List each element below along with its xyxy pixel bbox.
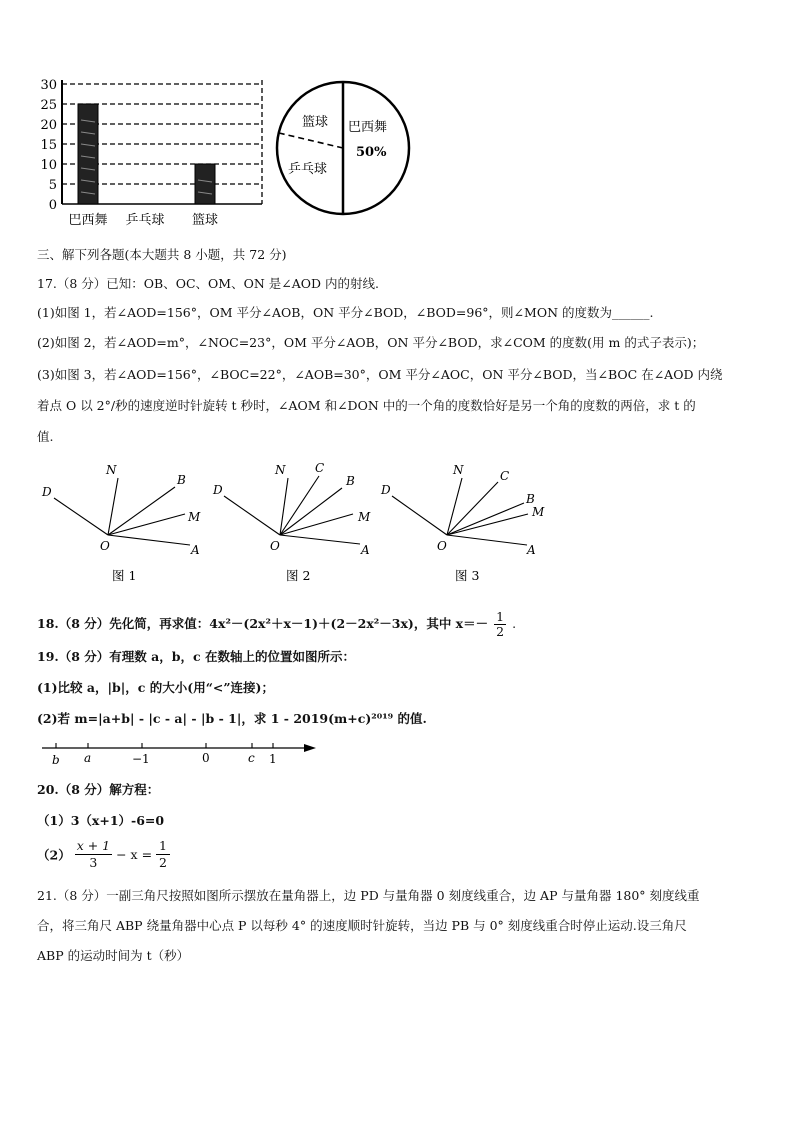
- fig2-label-M: M: [358, 510, 371, 524]
- q18-fraction: [494, 610, 506, 639]
- fig2-label-D: D: [213, 483, 223, 497]
- pie-label-percent: 50%: [356, 145, 387, 160]
- angle-figures: [30, 458, 560, 588]
- ray-ON: [280, 478, 288, 535]
- fig3-label-M: M: [532, 505, 545, 519]
- q17-part3-line3: 值.: [37, 429, 54, 444]
- ray-OA: [280, 535, 360, 544]
- ray-OD: [224, 496, 280, 535]
- fig3-label-C: C: [500, 469, 510, 483]
- y-tick-label-15: 15: [40, 138, 57, 153]
- ray-OB: [447, 503, 524, 535]
- q20-stem: 20.（8 分）解方程：: [37, 782, 160, 797]
- q20-part2-prefix: （2）: [37, 847, 71, 863]
- pie-label-basketball: 篮球: [302, 115, 329, 130]
- section-heading: 三、解下列各题(本大题共 8 小题，共 72 分): [37, 247, 287, 262]
- axis-label-neg1: −1: [132, 752, 150, 766]
- q20-part1: （1）3（x+1）-6=0: [37, 813, 165, 828]
- q18-frac-den: 2: [496, 624, 505, 639]
- fig2-label-N: N: [275, 463, 286, 477]
- q19-part1: (1)比较 a，|b|，c 的大小(用“<”连接)；: [37, 680, 274, 695]
- ray-OD: [54, 498, 108, 535]
- fig1-label-D: D: [42, 485, 52, 499]
- q18-frac-num: 1: [496, 609, 505, 624]
- y-tick-label-20: 20: [40, 118, 57, 133]
- fig1-label-B: B: [177, 473, 186, 487]
- x-tick-label-篮球: 篮球: [191, 213, 219, 228]
- q17-part3-line1: (3)如图 3，若∠AOD=156°，∠BOC=22°，∠AOB=30°，OM 平分∠AOC，ON 平分∠BOD，当∠BOC 在∠AOD 内绕: [37, 367, 723, 382]
- ray-OA: [108, 535, 190, 545]
- q21-line2: 合，将三角尺 ABP 绕量角器中心点 P 以每秒 4° 的速度顺时针旋转，当边 PB 与 0° 刻度线重合时停止运动.设三角尺: [37, 918, 687, 933]
- fig2-label-C: C: [315, 461, 325, 475]
- q21-line3: ABP 的运动时间为 t（秒）: [37, 948, 190, 963]
- ray-OB: [280, 488, 342, 535]
- q20-frac1-den: 3: [89, 855, 98, 870]
- fig2-label-A: A: [361, 543, 370, 557]
- axis-label-a: a: [84, 751, 92, 765]
- q18: [37, 610, 516, 639]
- q20-part2: [37, 838, 170, 871]
- fig2-label-B: B: [346, 474, 355, 488]
- q18-text: 18.（8 分）先化简，再求值：4x²－(2x²＋x－1)＋(2－2x²－3x)，其中 x＝－: [37, 616, 489, 631]
- pie-chart: [272, 80, 422, 220]
- q17-stem: 17.（8 分）已知：OB、OC、OM、ON 是∠AOD 内的射线.: [37, 276, 379, 291]
- q19-part2: (2)若 m=|a+b| - |c - a| - |b - 1|，求 1 - 2019(m+c)²⁰¹⁹ 的值.: [37, 711, 427, 726]
- bar-篮球: [195, 164, 215, 204]
- ray-OB: [108, 487, 175, 535]
- figure-1: [54, 478, 190, 545]
- bar-chart: [40, 76, 270, 236]
- q19-stem: 19.（8 分）有理数 a，b，c 在数轴上的位置如图所示：: [37, 649, 355, 664]
- q20-minus-x-eq: − x =: [116, 847, 153, 862]
- ray-ON: [108, 478, 118, 535]
- y-tick-label-30: 30: [40, 78, 57, 93]
- axis-label-c: c: [248, 751, 255, 765]
- q20-frac1: [75, 838, 112, 871]
- ray-OA: [447, 535, 527, 545]
- fig1-label-A: A: [191, 543, 200, 557]
- fig3-label-B: B: [526, 492, 535, 506]
- number-line: [36, 738, 326, 770]
- ray-OC: [280, 476, 319, 535]
- q20-frac1-num: x + 1: [76, 838, 111, 853]
- pie-label-pingpong: 乒乓球: [288, 162, 328, 177]
- pie-label-brazil-dance: 巴西舞: [348, 120, 388, 135]
- ray-OD: [392, 496, 447, 535]
- bar-巴西舞: [78, 104, 98, 204]
- fig3-caption: 图 3: [455, 568, 480, 583]
- fig3-label-D: D: [381, 483, 391, 497]
- ray-OC: [447, 482, 498, 535]
- q18-tail: .: [512, 616, 517, 631]
- axis-label-1: 1: [269, 752, 277, 766]
- fig3-label-A: A: [527, 543, 536, 557]
- fig1-caption: 图 1: [112, 568, 137, 583]
- y-tick-label-25: 25: [40, 98, 57, 113]
- q21-line1: 21.（8 分）一副三角尺按照如图所示摆放在量角器上，边 PD 与量角器 0 刻度线重合，边 AP 与量角器 180° 刻度线重: [37, 888, 700, 903]
- ray-OM: [447, 514, 528, 535]
- y-tick-label-0: 0: [48, 198, 57, 213]
- figure-2: [224, 476, 360, 544]
- fig2-label-O: O: [270, 539, 280, 553]
- fig1-label-M: M: [188, 510, 201, 524]
- ray-OM: [108, 514, 185, 535]
- axis-label-b: b: [52, 753, 60, 767]
- x-tick-label-乒乓球: 乒乓球: [125, 213, 165, 228]
- y-tick-label-5: 5: [48, 178, 57, 193]
- q17-part1: (1)如图 1，若∠AOD=156°，OM 平分∠AOB，ON 平分∠BOD，∠BOD=96°，则∠MON 的度数为______.: [37, 305, 654, 320]
- fig2-caption: 图 2: [286, 568, 311, 583]
- fig3-label-O: O: [437, 539, 447, 553]
- number-line-arrow: [304, 744, 316, 752]
- x-tick-label-巴西舞: 巴西舞: [68, 213, 108, 228]
- fig1-label-O: O: [100, 539, 110, 553]
- q20-frac2-den: 2: [159, 855, 167, 870]
- bar-chart-plot: [40, 78, 262, 228]
- figure-3: [392, 478, 528, 545]
- pie-divider-dashed: [279, 133, 343, 148]
- fig3-label-N: N: [453, 463, 464, 477]
- q20-frac2: [156, 838, 170, 871]
- axis-label-0: 0: [202, 751, 210, 765]
- q20-frac2-num: 1: [156, 838, 170, 855]
- q17-part2: (2)如图 2，若∠AOD=m°，∠NOC=23°，OM 平分∠AOB，ON 平分∠BOD，求∠COM 的度数(用 m 的式子表示)；: [37, 335, 705, 350]
- q17-part3-line2: 着点 O 以 2°/秒的速度逆时针旋转 t 秒时，∠AOM 和∠DON 中的一个角的度数恰好是另一个角的度数的两倍，求 t 的: [37, 398, 696, 413]
- y-tick-label-10: 10: [40, 158, 57, 173]
- ray-OM: [280, 514, 353, 535]
- fig1-label-N: N: [106, 463, 117, 477]
